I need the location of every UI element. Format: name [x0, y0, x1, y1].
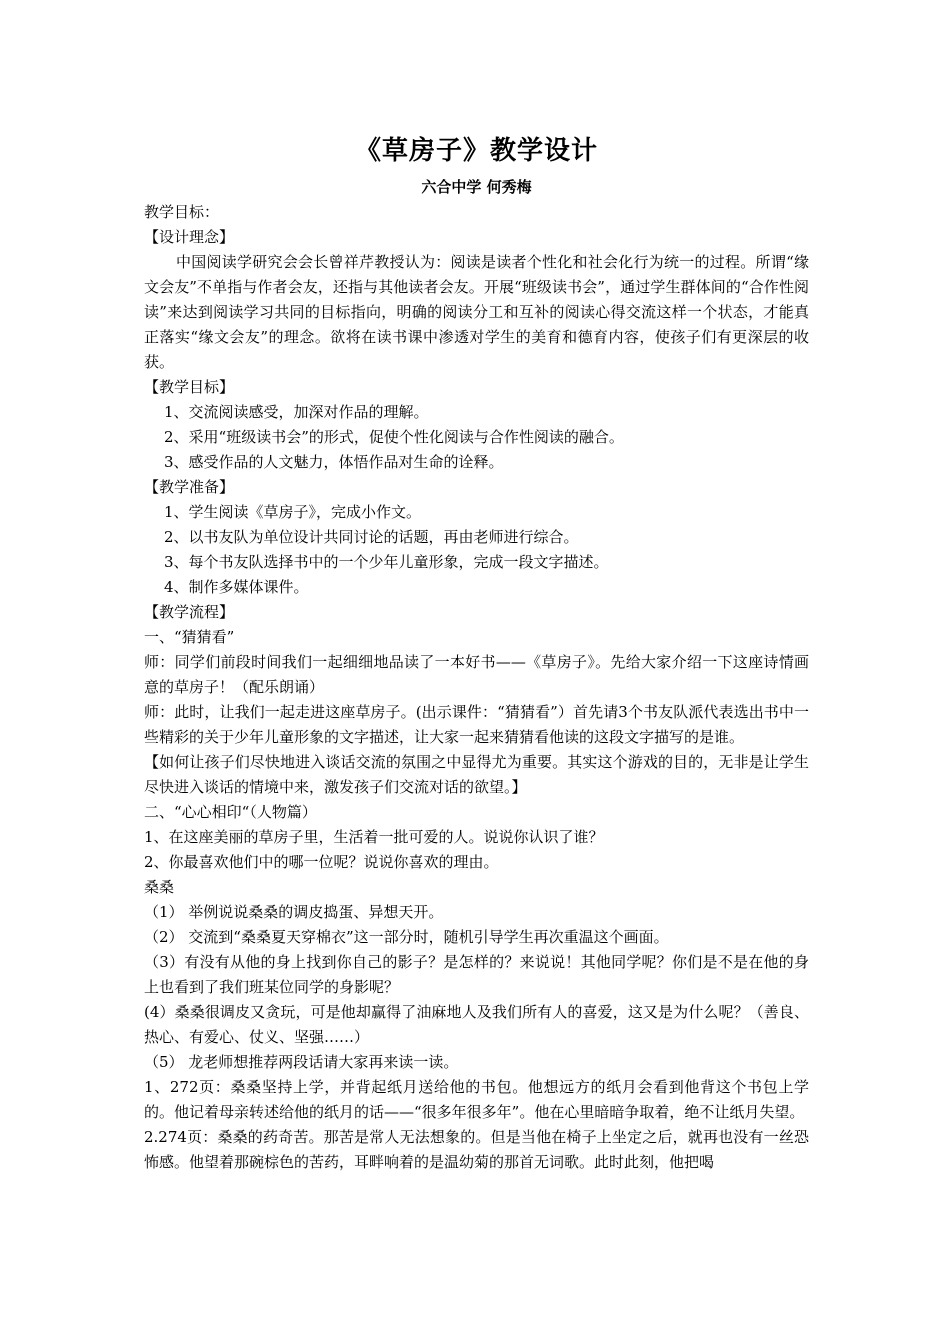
paragraph: 1、在这座美丽的草房子里，生活着一批可爱的人。说说你认识了谁？ [144, 828, 604, 846]
section-heading: 【设计理念】 [144, 228, 235, 246]
list-item: 1、交流阅读感受，加深对作品的理解。 [164, 403, 429, 421]
paragraph: （5） 龙老师想推荐两段话请大家再来读一读。 [144, 1053, 459, 1071]
document-author: 六合中学 何秀梅 [421, 178, 532, 196]
section-label: 教学目标： [144, 203, 220, 221]
paragraph: （3）有没有从他的身上找到你自己的影子？是怎样的？来说说！其他同学呢？你们是不是在他的身上也看到了我们班某位同学的身影呢？ [144, 953, 809, 996]
paragraph: 中国阅读学研究会会长曾祥芹教授认为：阅读是读者个性化和社会化行为统一的过程。所谓“缘文会友”不单指与作者会友，还指与其他读者会友。开展“班级读书会”，通过学生群体间的“合作性阅读”来达到阅读学习共同的目标指向，明确的阅读分工和互补的阅读心得交流这样一个状态，才能真正落实“缘文会友”的理念。欲将在读书课中渗透对学生的美育和德育内容，使孩子们有更深层的收获。 [144, 253, 809, 371]
paragraph: 【如何让孩子们尽快地进入谈话交流的氛围之中显得尤为重要。其实这个游戏的目的，无非是让学生尽快进入谈话的情境中来，激发孩子们交流对话的欲望。】 [144, 753, 809, 796]
section-heading: 【教学目标】 [144, 378, 235, 396]
list-item: 4、制作多媒体课件。 [164, 578, 309, 596]
paragraph: 师：此时，让我们一起走进这座草房子。(出示课件：“猜猜看”）首先请3个书友队派代表选出书中一些精彩的关于少年儿童形象的文字描述，让大家一起来猜猜看他读的这段文字描写的是谁。 [144, 703, 809, 746]
list-item: 2、以书友队为单位设计共同讨论的话题，再由老师进行综合。 [164, 528, 579, 546]
paragraph: (4）桑桑很调皮又贪玩，可是他却赢得了油麻地人及我们所有人的喜爱，这又是为什么呢？（善良、热心、有爱心、仗义、坚强……） [144, 1003, 809, 1046]
paragraph: 师：同学们前段时间我们一起细细地品读了一本好书——《草房子》。先给大家介绍一下这座诗情画意的草房子！（配乐朗诵） [144, 653, 809, 696]
document-title: 《草房子》教学设计 [354, 136, 598, 166]
section-heading: 【教学准备】 [144, 478, 235, 496]
subsection-heading: 一、“猜猜看” [144, 628, 235, 646]
list-item: 2、采用“班级读书会”的形式，促使个性化阅读与合作性阅读的融合。 [164, 428, 624, 446]
paragraph: 2.274页：桑桑的药奇苦。那苦是常人无法想象的。但是当他在椅子上坐定之后，就再也没有一丝恐怖感。他望着那碗棕色的苦药，耳畔响着的是温幼菊的那首无词歌。此时此刻，他把喝 [144, 1128, 809, 1171]
paragraph: 1、272页：桑桑坚持上学，并背起纸月送给他的书包。他想远方的纸月会看到他背这个书包上学的。他记着母亲转述给他的纸月的话——“很多年很多年”。他在心里暗暗争取着，绝不让纸月失望。 [144, 1078, 809, 1121]
section-heading: 【教学流程】 [144, 603, 235, 621]
document-body [144, 200, 809, 1175]
paragraph: 桑桑 [144, 878, 175, 896]
paragraph: （2） 交流到“桑桑夏天穿棉衣”这一部分时，随机引导学生再次重温这个画面。 [144, 928, 669, 946]
paragraph: 2、你最喜欢他们中的哪一位呢？说说你喜欢的理由。 [144, 853, 499, 871]
paragraph: （1） 举例说说桑桑的调皮捣蛋、异想天开。 [144, 903, 444, 921]
subsection-heading: 二、“心心相印“（人物篇） [144, 803, 317, 821]
list-item: 1、学生阅读《草房子》，完成小作文。 [164, 503, 422, 521]
list-item: 3、每个书友队选择书中的一个少年儿童形象，完成一段文字描述。 [164, 553, 609, 571]
list-item: 3、感受作品的人文魅力，体悟作品对生命的诠释。 [164, 453, 504, 471]
